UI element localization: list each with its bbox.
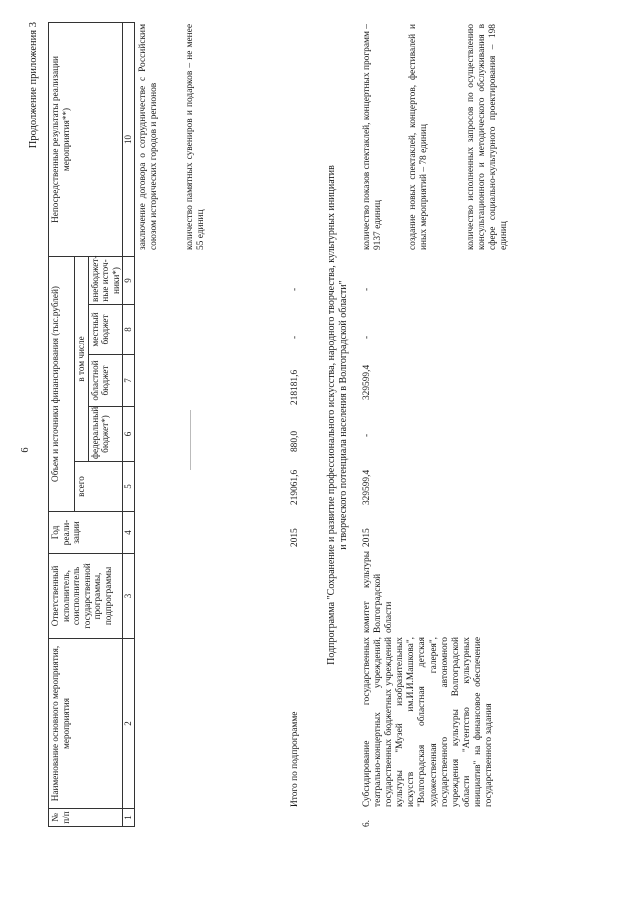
col-number: 4 <box>123 512 135 554</box>
row-local: - <box>362 335 372 339</box>
result-text: количество показов спектаклей, концертных программ – 9137 единиц <box>362 24 384 250</box>
itogo-regional: 218181,6 <box>290 369 300 405</box>
row-regional: 329599,4 <box>362 364 372 400</box>
col-number: 8 <box>123 305 135 355</box>
col-number: 1 <box>123 809 135 827</box>
header-year: Год реали-зации <box>49 512 123 554</box>
subprogram-title-line2: и творческого потенциала населения в Волгоградской области" <box>338 280 349 550</box>
row-federal: - <box>362 433 372 437</box>
result-text: заключение договора о сотрудничестве с Российским союзом исторических городов и регионов <box>138 24 160 250</box>
header-executor: Ответственный исполнитель, соисполнитель государственной программы, подпрограммы <box>49 554 123 639</box>
row-extra: - <box>362 287 372 291</box>
col-number: 9 <box>123 256 135 304</box>
col-number: 7 <box>123 355 135 407</box>
scan-artifact <box>190 410 191 470</box>
itogo-year: 2015 <box>290 528 300 547</box>
continuation-caption: Продолжение приложения 3 <box>28 22 39 149</box>
header-measure-name: Наименование основного мероприятия, мероприятия <box>49 639 123 809</box>
budget-table-header <box>48 22 135 827</box>
row-total: 329599,4 <box>362 469 372 505</box>
itogo-federal: 880,0 <box>290 430 300 452</box>
header-total: всего <box>75 462 123 512</box>
header-results: Непосредственные результаты реализации мероприятия**) <box>49 22 123 256</box>
col-number: 6 <box>123 407 135 462</box>
itogo-extra: - <box>290 287 300 291</box>
header-regional: областной бюджет <box>88 355 123 407</box>
col-number: 10 <box>123 22 135 256</box>
header-federal: федеральный бюджет*) <box>88 407 123 462</box>
col-number: 5 <box>123 462 135 512</box>
subprogram-title-line1: Подпрограмма "Сохранение и развитие профессионального искусства, народного творчества, культурных инициатив <box>326 165 337 665</box>
col-number: 3 <box>123 554 135 639</box>
page-number: 6 <box>20 447 31 453</box>
header-in-that: в том числе <box>75 256 89 461</box>
header-local: местный бюджет <box>88 305 123 355</box>
measure-name: Субсидирование государственных театрально-концертных учреждений, государственных бюджетных учреждений культуры "Музей изобразительных искусств им.И.И.Машкова", "Волгоградская областная детская художественная галерея", государственного автономного учреждения культуры Волгоградской области "Агентство культурных инициатив" на финансовое обеспечение государственного задания <box>362 637 495 807</box>
result-text: количество исполненных запросов по осуществлению консультационного и методического обслуживания в сфере социально-культурного проектирования – 198 единиц <box>466 24 510 250</box>
itogo-label: Итого по подпрограмме <box>290 711 300 807</box>
itogo-total: 219061,6 <box>290 469 300 505</box>
result-text: количество памятных сувениров и подарков – не менее 55 единиц <box>185 24 207 250</box>
col-number: 2 <box>123 639 135 809</box>
header-extra: внебюджет-ные источ-ники*) <box>88 256 123 304</box>
executor: комитет культуры Волгоградской области <box>362 551 395 633</box>
row-number: 6. <box>362 819 372 827</box>
result-text: создание новых спектаклей, концертов, фестивалей и иных мероприятий – 78 единиц <box>408 24 430 250</box>
row-year: 2015 <box>362 528 372 547</box>
header-finance: Объем и источники финансирования (тыс.рублей) <box>49 256 75 511</box>
itogo-local: - <box>290 335 300 339</box>
header-num: № п/п <box>49 809 123 827</box>
